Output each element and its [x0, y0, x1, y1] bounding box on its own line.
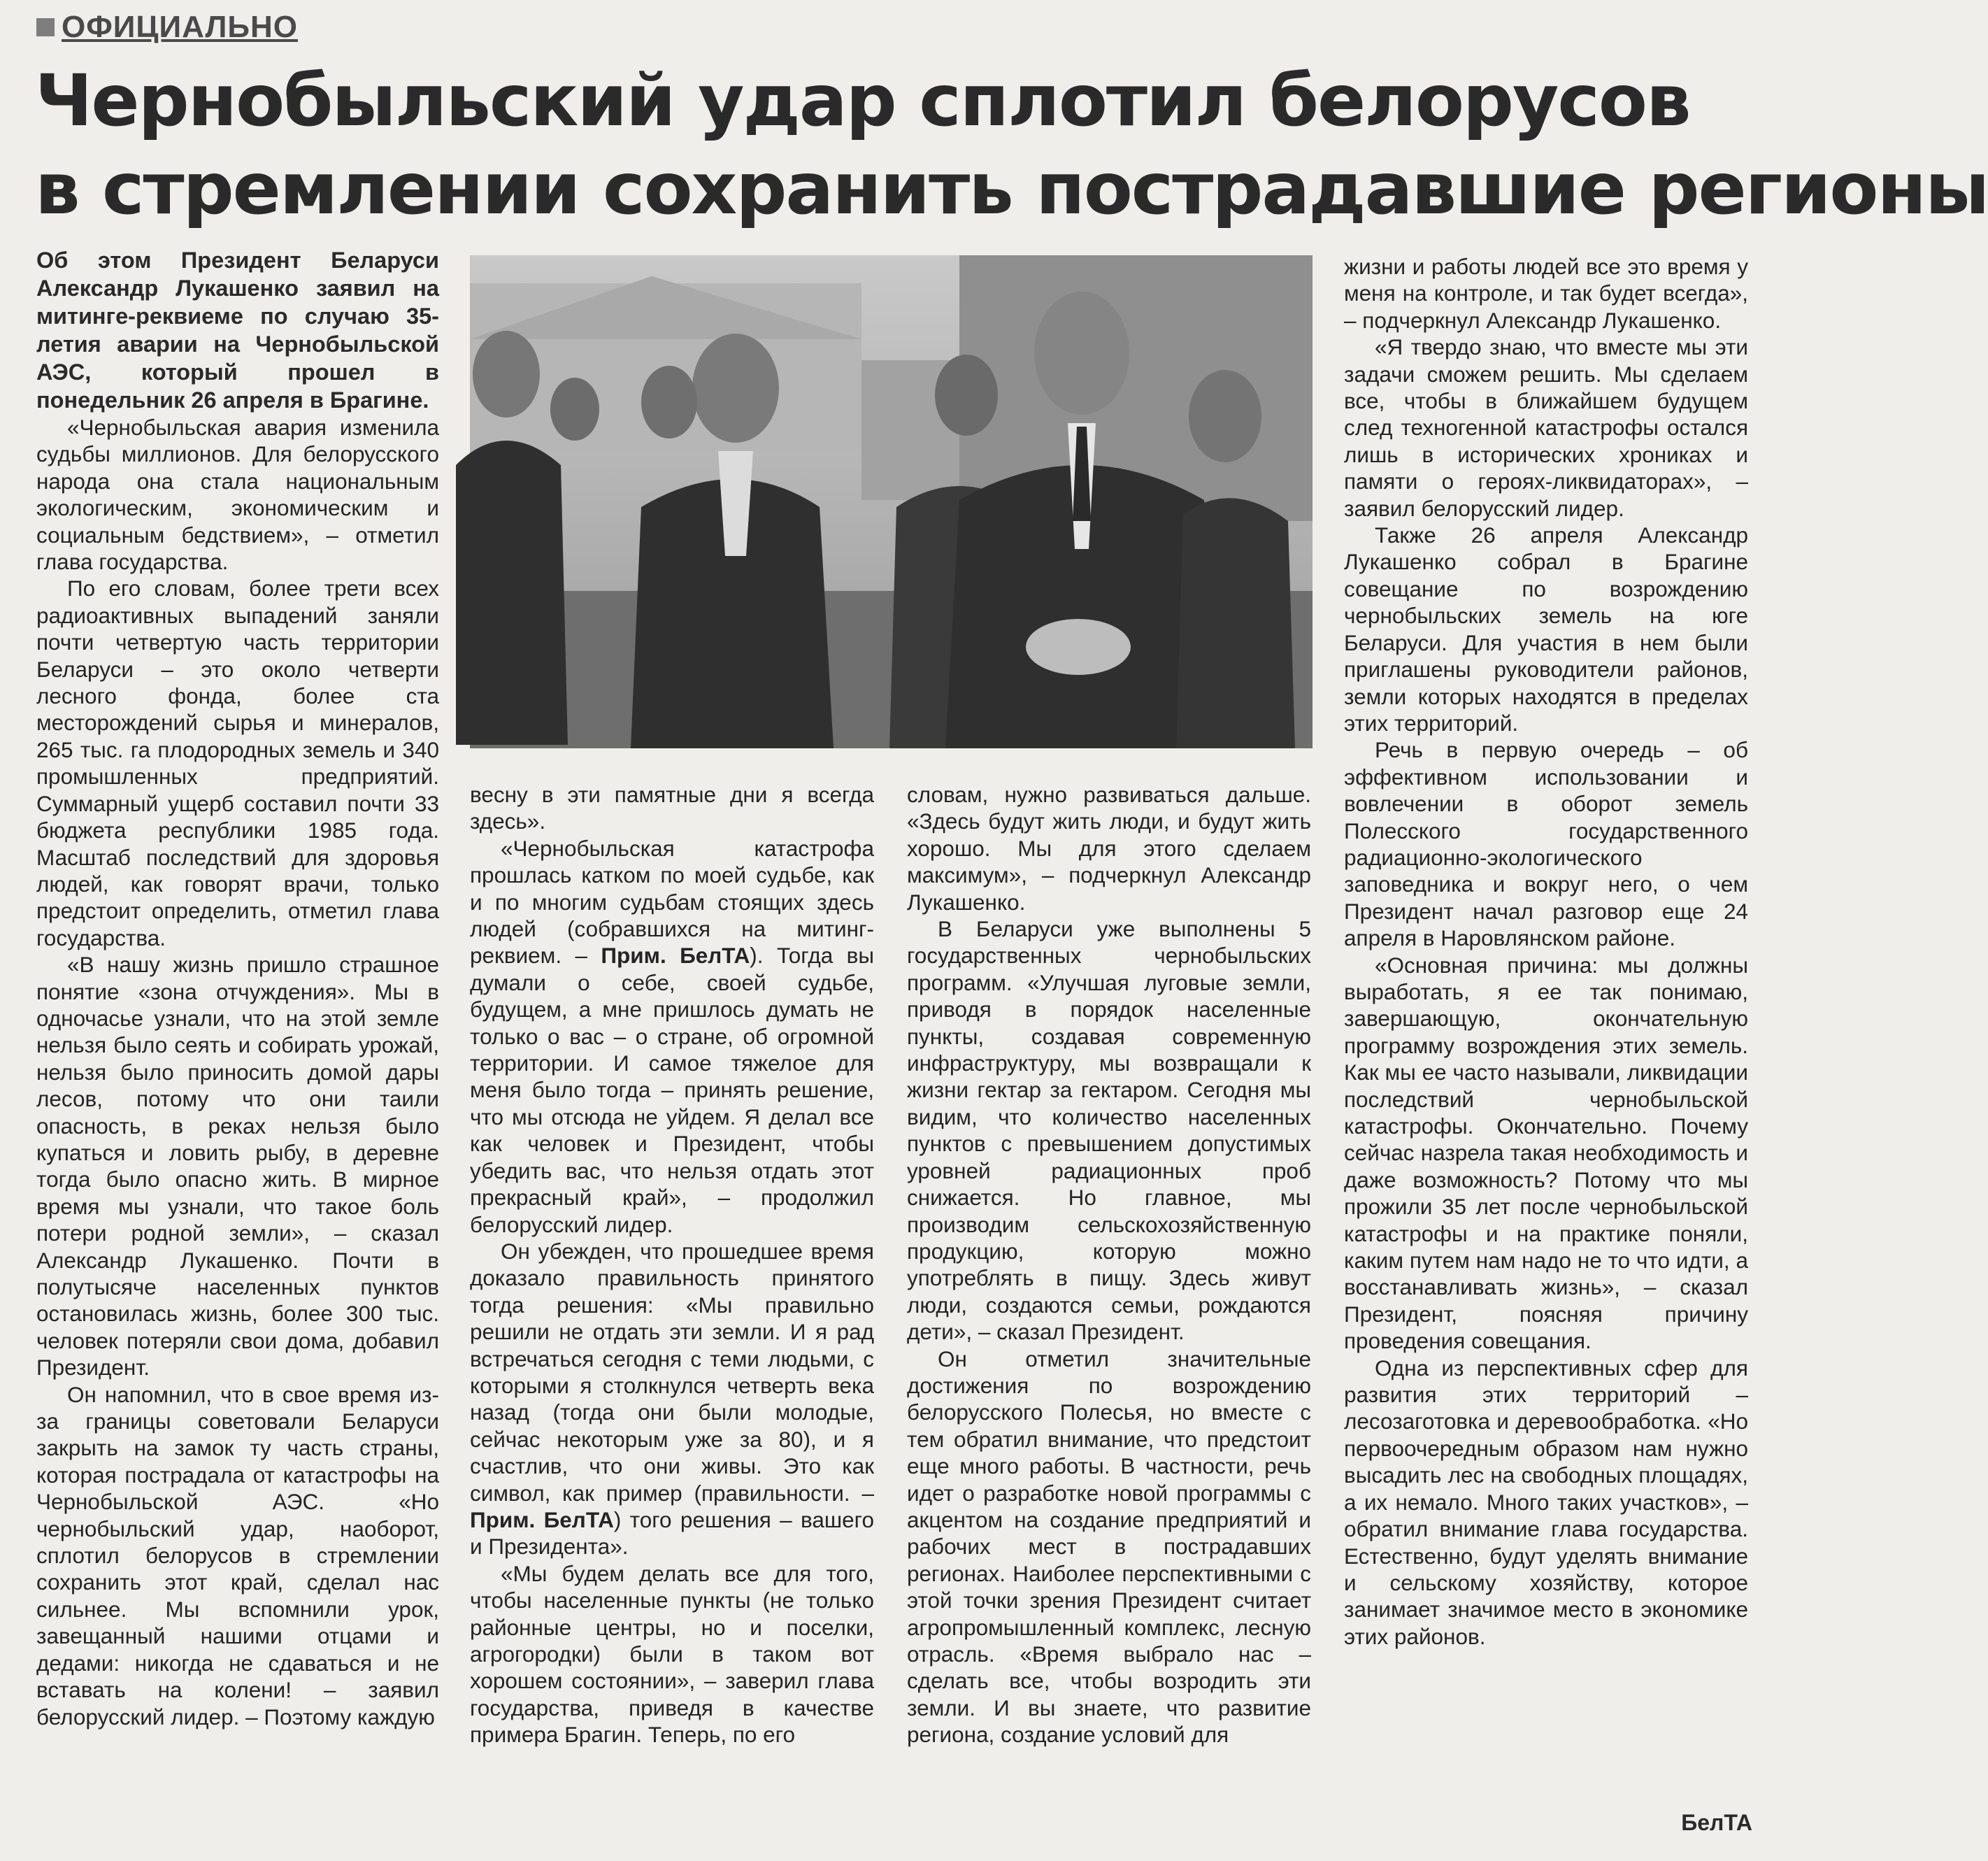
paragraph: «Основная причина: мы должны выработать, я ее так понимаю, завершающую, окончательную программу возрождения этих земель. Как мы ее часто называли, ликвидации последствий чернобыльской катастрофы. Окончательно. Почему сейчас назрела такая необходимость и даже возможность? Потому что мы прожили 35 лет после чернобыльской катастрофы и на практике поняли, каким путем нам надо не то что идти, а восстанавливать жизнь», – сказал Президент, поясняя причину проведения совещания. [1344, 952, 1748, 1354]
editor-note: Прим. БелТА [601, 943, 750, 969]
photo-illustration [470, 255, 1313, 748]
column-2 [470, 781, 874, 1748]
editor-note: Прим. БелТА [470, 1506, 614, 1532]
paragraph: «Чернобыльская авария изменила судьбы миллионов. Для белорусского народа она стала национальным экологическим, экономическим и социальным бедствием», – отметил глава государства. [36, 415, 439, 575]
article-photo [470, 255, 1313, 748]
column-1 [36, 246, 439, 1730]
headline [35, 57, 1988, 234]
paragraph [470, 1238, 874, 1560]
lead-paragraph: Об этом Президент Беларуси Александр Лукашенко заявил на митинге-реквиеме по случаю 35-летия аварии на Чернобыльской АЭС, который прошел в понедельник 26 апреля в Брагине. [36, 248, 439, 413]
paragraph: Он напомнил, что в свое время из-за границы советовали Беларуси закрыть на замок ту часть страны, которая пострадала от катастрофы на Чернобыльской АЭС. «Но чернобыльский удар, наоборот, сплотил белорусов в стремлении сохранить этот край, сделал нас сильнее. Мы вспомнили урок, завещанный нашими отцами и дедами: никогда не сдаваться и не вставать на колени! – заявил белорусский лидер. – Поэтому каждую [36, 1381, 439, 1730]
rubric-label: ОФИЦИАЛЬНО [62, 10, 298, 44]
text-span: «Чернобыльская катастрофа прошлась катком по моей судьбе, как и по многим судьбам стоящих здесь людей (собравшихся на митинг-реквием. – [470, 835, 874, 969]
headline-line-1: Чернобыльский удар сплотил белорусов [35, 59, 1690, 143]
paragraph: словам, нужно развиваться дальше. «Здесь будут жить люди, и будут жить хорошо. Мы для этого сделаем максимум», – подчеркнул Александр Лукашенко. [907, 782, 1311, 915]
text-span: ). Тогда вы думали о себе, своей судьбе, будущем, а мне пришлось думать не только о вас – о стране, об огромной территории. И самое тяжелое для меня было тогда – принять решение, что мы отсюда не уйдем. Я делал все как человек и Президент, чтобы убедить вас, что нельзя отдать этот прекрасный край», – продолжил белорусский лидер. [470, 943, 874, 1237]
text-span: ) того решения – вашего и Президента». [470, 1506, 874, 1560]
rubric-square-icon [36, 18, 55, 36]
paragraph: Также 26 апреля Александр Лукашенко собрал в Брагине совещание по возрождению чернобыльских земель на юге Беларуси. Для участия в нем были приглашены руководители районов, земли которых находятся в пределах этих территорий. [1344, 522, 1748, 736]
paragraph: Он отметил значительные достижения по возрождению белорусского Полесья, но вместе с тем обратил внимание, что предстоит еще много работы. В частности, речь идет о разработке новой программы с акцентом на создание предприятий и рабочих мест в пострадавших регионах. Наиболее перспективными с этой точки зрения Президент считает агропромышленный комплекс, лесную отрасль. «Время выбрало нас – сделать все, чтобы возродить эти земли. И вы знаете, что развитие региона, создание условий для [907, 1346, 1311, 1748]
paragraph: Речь в первую очередь – об эффективном использовании и вовлечении в оборот земель Полесского государственного радиационно-экологического заповедника и вокруг него, о чем Президент начал разговор еще 24 апреля в Наровлянском районе. [1344, 737, 1748, 951]
signature: БелТА [1681, 1810, 1752, 1835]
paragraph: Одна из перспективных сфер для развития этих территорий – лесозаготовка и деревообработка. «Но первоочередным образом нам нужно высадить лес на свободных площадях, а их немало. Много таких участков», – обратил внимание глава государства. Естественно, будут уделять внимание и сельскому хозяйству, которое занимает значимое место в экономике этих районов. [1344, 1355, 1748, 1649]
paragraph: В Беларуси уже выполнены 5 государственных чернобыльских программ. «Улучшая луговые земли, приводя в порядок населенные пункты, создавая современную инфраструктуру, мы возвращали к жизни гектар за гектаром. Сегодня мы видим, что количество населенных пунктов с превышением допустимых уровней радиационных проб снижается. Но главное, мы производим сельскохозяйственную продукцию, которую можно употреблять в пищу. Здесь живут люди, создаются семьи, рождаются дети», – сказал Президент. [907, 916, 1311, 1345]
paragraph: весну в эти памятные дни я всегда здесь». [470, 782, 874, 834]
paragraph: жизни и работы людей все это время у меня на контроле, и так будет всегда», – подчеркнул Александр Лукашенко. [1344, 254, 1748, 333]
text-span: Он убежден, что прошедшее время доказало правильность принятого тогда решения: «Мы правильно решили не отдать эти земли. И я рад встречаться сегодня с теми людьми, с которыми я столкнулся четверть века назад (тогда они были молодые, сейчас некоторым уже за 80), и я счастлив, что они живы. Это как символ, как пример (правильности. – [470, 1238, 874, 1506]
rubric [36, 10, 298, 45]
column-3 [907, 781, 1311, 1748]
paragraph: «Я твердо знаю, что вместе мы эти задачи сможем решить. Мы сделаем все, чтобы в ближайшем будущем след техногенной катастрофы остался лишь в исторических хрониках и памяти о героях-ликвидаторах», – заявил белорусский лидер. [1344, 334, 1748, 521]
paragraph: «В нашу жизнь пришло страшное понятие «зона отчуждения». Мы в одночасье узнали, что на этой земле нельзя было сеять и собирать урожай, нельзя было приносить домой дары лесов, потому что они таили опасность, в реках нельзя было купаться и ловить рыбу, в деревне тогда было опасно жить. В мирное время мы узнали, что такое боль потери родной земли», – сказал Александр Лукашенко. Почти в полутысяче населенных пунктов остановилась жизнь, более 300 тыс. человек потеряли свои дома, добавил Президент. [36, 952, 439, 1381]
paragraph: По его словам, более трети всех радиоактивных выпадений заняли почти четвертую часть территории Беларуси – это около четверти лесного фонда, более ста месторождений сырья и минералов, 265 тыс. га плодородных земель и 340 промышленных предприятий. Суммарный ущерб составил почти 33 бюджета республики 1985 года. Масштаб последствий для здоровья людей, как говорят врачи, только предстоит определить, отметил глава государства. [36, 576, 439, 950]
paragraph [470, 835, 874, 1238]
headline-line-2: в стремлении сохранить пострадавшие регионы [35, 148, 1988, 231]
paragraph: «Мы будем делать все для того, чтобы населенные пункты (не только районные центры, но и поселки, агрогородки) были в таком вот хорошем состоянии», – заверил глава государства, приведя в качестве примера Брагин. Теперь, по его [470, 1560, 874, 1748]
column-4 [1344, 253, 1748, 1650]
